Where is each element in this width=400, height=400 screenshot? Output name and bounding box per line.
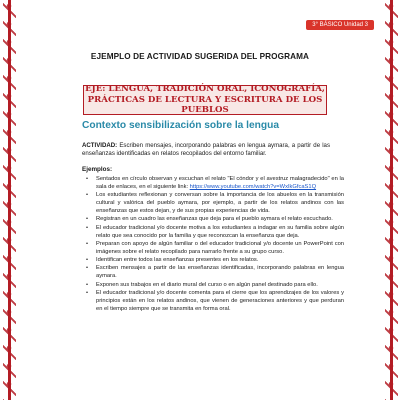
- left-decorative-border: [0, 0, 18, 400]
- list-item-text: El educador tradicional y/o docente comenta para el cierre que los aprendizajes de los valores y principios están en los relatos andinos, que vienen de generaciones anteriores y que perduran en el tiempo siempre que se transmita en forma oral.: [96, 289, 344, 312]
- bullet-icon: •: [86, 289, 89, 296]
- list-item: [86, 240, 344, 257]
- list-item: [86, 192, 344, 216]
- bullet-icon: •: [86, 176, 89, 182]
- activity-label: ACTIVIDAD:: [82, 142, 118, 149]
- list-item-text: Identifican entre todos las enseñanzas presentes en los relatos.: [96, 257, 259, 264]
- list-item-text: El educador tradicional y/o docente motiva a los estudiantes a indagar en su familia sobre algún relato que sea conocido por la familia y que reconozcan la enseñanza que deja.: [96, 224, 344, 239]
- list-item: [86, 176, 344, 192]
- examples-label: Ejemplos:: [82, 166, 113, 173]
- activity-text: Escriben mensajes, incorporando palabras en lengua aymara, a partir de las enseñanzas identificadas en relatos recopilados del entorno familiar.: [82, 142, 330, 158]
- list-item-text: Preparan con apoyo de algún familiar o del educador tradicional y/o docente un PowerPoint con imágenes sobre el relato recopilado para narrarlo frente a su grupo curso.: [96, 240, 344, 255]
- eje-title-line1: EJE: LENGUA, TRADICIÓN ORAL, ICONOGRAFÍA,: [85, 84, 325, 95]
- list-item-text: Exponen sus trabajos en el diario mural del curso o en algún panel destinado para ello.: [96, 281, 318, 288]
- program-title: EJEMPLO DE ACTIVIDAD SUGERIDA DEL PROGRAMA: [90, 52, 310, 61]
- bullet-icon: •: [86, 240, 89, 247]
- bullet-icon: •: [86, 257, 89, 264]
- list-item: [86, 265, 344, 281]
- examples-list: [82, 176, 344, 314]
- list-item-text: Los estudiantes reflexionan y conversan sobre la importancia de los abuelos en la transmisión cultural y valórica del pueblo aymara, por ejemplo, a partir de los relatos andinos con las enseñanzas que estos dejan, y de sus propias experiencias de vida.: [96, 192, 344, 215]
- eje-title-box: [83, 85, 327, 115]
- list-item-text: Registran en un cuadro las enseñanzas que deja para el pueblo aymara el relato escuchado.: [96, 216, 333, 223]
- list-item: [86, 216, 344, 224]
- youtube-link[interactable]: https://www.youtube.com/watch?v=WxIkGfcaS1Q: [189, 183, 317, 190]
- list-item-text: Sentados en círculo observan y escuchan el relato "El cóndor y el avestruz malagradecido" en la sala de enlaces, en el siguiente link:: [96, 176, 344, 190]
- list-item: [86, 224, 344, 241]
- bullet-icon: •: [86, 216, 89, 223]
- bullet-icon: •: [86, 265, 89, 272]
- eje-title-line2: PRÁCTICAS DE LECTURA Y ESCRITURA DE LOS PUEBLOS: [87, 94, 323, 116]
- list-item-text: Escriben mensajes a partir de las enseñanzas identificadas, incorporando palabras en lengua aymara.: [96, 265, 344, 280]
- list-item: [86, 281, 344, 290]
- bullet-icon: •: [86, 192, 89, 199]
- bullet-icon: •: [86, 224, 89, 231]
- eje-title: [84, 84, 326, 116]
- activity-paragraph: [82, 142, 330, 158]
- bullet-icon: •: [86, 281, 89, 288]
- section-title: Contexto sensibilización sobre la lengua: [82, 120, 279, 131]
- right-decorative-border: [382, 0, 400, 400]
- grade-unit-badge: 3° BÁSICO Unidad 3: [306, 20, 374, 30]
- list-item: [86, 257, 344, 265]
- list-item: [86, 289, 344, 314]
